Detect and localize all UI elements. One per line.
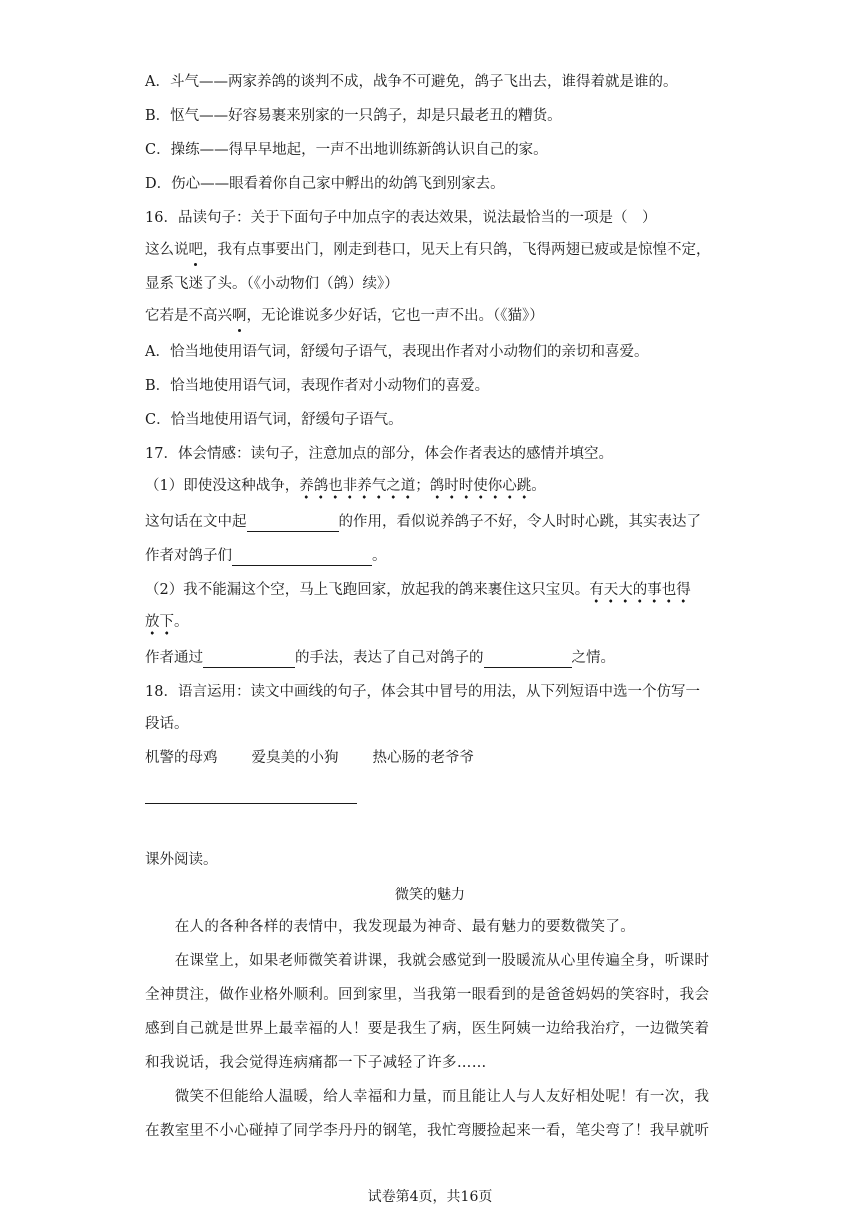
- text-segment: ，我有点事要出门，刚走到巷口，见天上有只鸽，飞得两翅已疲或是惊惶不定，: [203, 242, 711, 258]
- text-segment: 作者对鸽子们: [145, 548, 232, 564]
- text-segment: 的作用，看似说养鸽子不好，令人时时心跳，其实表达了: [338, 514, 701, 530]
- answer-blank[interactable]: [232, 549, 372, 566]
- option-16-b: B．恰当地使用语气词，表现作者对小动物们的喜爱。: [145, 378, 490, 394]
- option-16-a: A．恰当地使用语气词，舒缓句子语气，表现出作者对小动物们的亲切和喜爱。: [145, 344, 649, 360]
- question-16-stem: 16．品读句子：关于下面句子中加点字的表达效果，说法最恰当的一项是（ ）: [145, 210, 657, 226]
- article-line: 感到自己就是世界上最幸福的人！要是我生了病，医生阿姨一边给我治疗，一边微笑着: [145, 1021, 710, 1037]
- text-segment: 这句话在文中起: [145, 514, 247, 530]
- phrase-option: 机警的母鸡: [145, 750, 218, 766]
- text-segment: 的手法，表达了自己对鸽子的: [295, 650, 484, 666]
- answer-blank[interactable]: [247, 515, 339, 532]
- question-17-part-1: [145, 476, 546, 496]
- question-17-fill-2: [145, 648, 615, 668]
- dotted-text: 养鸽也非养气之道: [299, 478, 415, 500]
- text-segment: 它若是不高兴: [145, 308, 232, 324]
- question-18-stem: 18．语言运用：读文中画线的句子，体会其中冒号的用法，从下列短语中选一个仿写一: [145, 684, 700, 700]
- dotted-text: 啊: [232, 308, 247, 324]
- article-line: 和我说话，我会觉得连病痛都一下子减轻了许多……: [145, 1055, 487, 1071]
- text-segment: （2）我不能漏这个空，马上飞跑回家，放起我的鸽来裹住这只宝贝。: [145, 582, 590, 598]
- phrase-option: 爱臭美的小狗: [251, 750, 339, 766]
- reading-heading: 课外阅读。: [145, 852, 218, 868]
- answer-line[interactable]: [145, 784, 357, 804]
- text-segment: ，无论谁说多少好话，它也一声不出。（《猫》）: [246, 308, 544, 324]
- option-16-c: C．恰当地使用语气词，舒缓句子语气。: [145, 412, 403, 428]
- option-15-b: B．怄气——好容易裹来别家的一只鸽子，却是只最老丑的糟货。: [145, 108, 562, 124]
- question-16-sentence-2: [145, 306, 544, 326]
- option-15-a: A．斗气——两家养鸽的谈判不成，战争不可避免，鸽子飞出去，谁得着就是谁的。: [145, 74, 678, 90]
- text-segment: ；: [415, 478, 430, 494]
- question-18-stem-cont: 段话。: [145, 716, 189, 732]
- text-segment: 。: [372, 548, 387, 564]
- text-segment: 作者通过: [145, 650, 203, 666]
- text-segment: 这么说: [145, 242, 189, 258]
- article-line: 在教室里不小心碰掉了同学李丹丹的钢笔，我忙弯腰捡起来一看，笔尖弯了！我早就听: [145, 1123, 710, 1139]
- text-segment: 。: [174, 614, 189, 630]
- dotted-text: 鸽时时使你心跳: [430, 478, 532, 500]
- page-footer: 试卷第4页，共16页: [367, 1189, 493, 1205]
- dotted-text: 吧: [188, 242, 203, 258]
- article-line: 微笑不但能给人温暖，给人幸福和力量，而且能让人与人友好相处呢！有一次，我: [145, 1089, 710, 1105]
- article-line: 全神贯注，做作业格外顺利。回到家里，当我第一眼看到的是爸爸妈妈的笑容时，我会: [145, 987, 710, 1003]
- phrase-option: 热心肠的老爷爷: [372, 750, 474, 766]
- question-17-fill-1-cont: [145, 546, 387, 566]
- dotted-text: 放下: [145, 614, 174, 636]
- phrase-list: [145, 748, 474, 768]
- text-segment: 。: [531, 478, 546, 494]
- question-17-stem: 17．体会情感：读句子，注意加点的部分，体会作者表达的感情并填空。: [145, 446, 613, 462]
- text-segment: （1）即使没这种战争，: [145, 478, 300, 494]
- question-17-part-2: [145, 580, 691, 600]
- question-16-sentence-1: [145, 240, 711, 260]
- answer-blank[interactable]: [203, 651, 295, 668]
- article-title: 微笑的魅力: [395, 887, 465, 903]
- option-15-d: D．伤心——眼看着你自己家中孵出的幼鸽飞到别家去。: [145, 176, 505, 192]
- question-17-fill-1: [145, 512, 701, 532]
- dotted-text: 有天大的事也得: [589, 582, 691, 604]
- answer-blank[interactable]: [484, 651, 572, 668]
- text-segment: 之情。: [571, 650, 615, 666]
- article-line: 在人的各种各样的表情中，我发现最为神奇、最有魅力的要数微笑了。: [145, 919, 636, 935]
- option-15-c: C．操练——得早早地起，一声不出地训练新鸽认识自己的家。: [145, 142, 548, 158]
- question-16-sentence-1-cont: 显系飞迷了头。（《小动物们（鸽）续》）: [145, 276, 399, 292]
- question-17-part-2-cont: [145, 612, 189, 632]
- article-line: 在课堂上，如果老师微笑着讲课，我就会感觉到一股暖流从心里传遍全身，听课时: [145, 953, 710, 969]
